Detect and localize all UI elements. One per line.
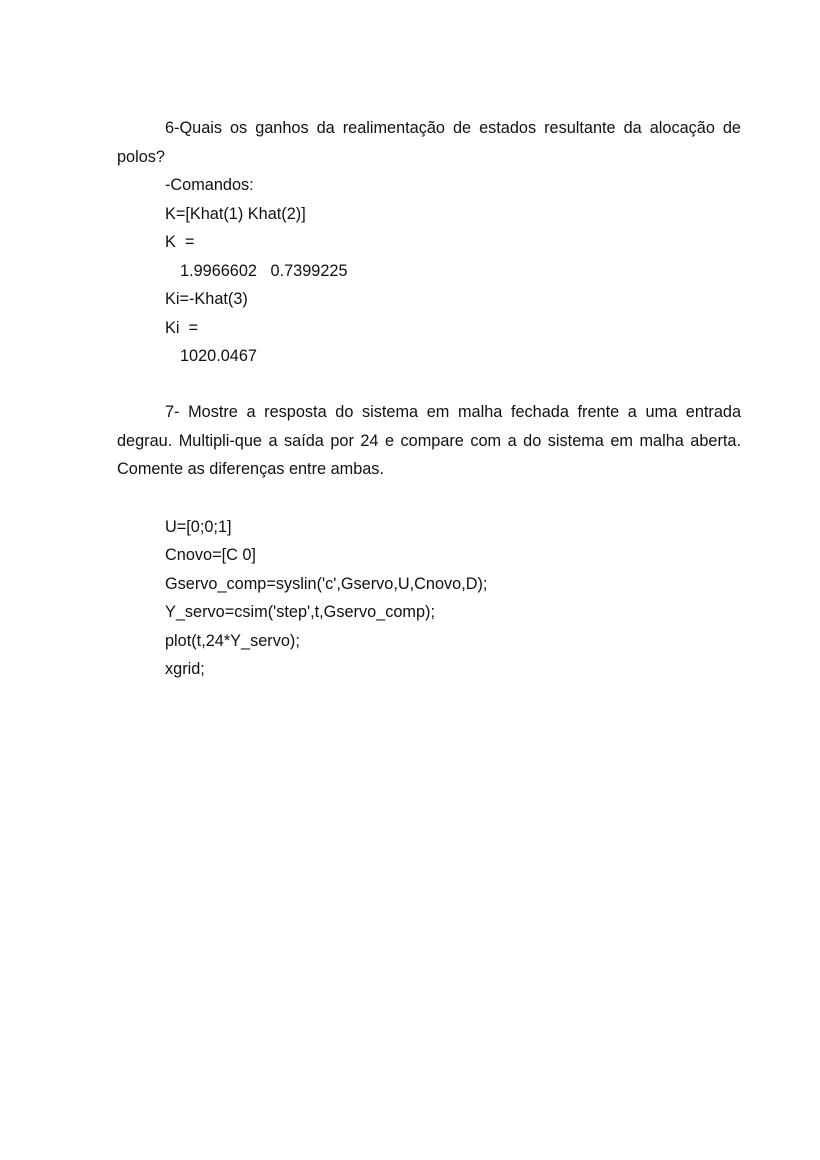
code-line: Y_servo=csim('step',t,Gservo_comp); bbox=[165, 603, 435, 621]
code-line: xgrid; bbox=[165, 660, 205, 678]
code-line-ki-assign: Ki=-Khat(3) bbox=[165, 290, 248, 308]
question-6-text: 6-Quais os ganhos da realimentação de estados resultante da alocação de polos? bbox=[117, 119, 741, 166]
commands-label: -Comandos: bbox=[165, 176, 254, 194]
output-k-values: 1.9966602 0.7399225 bbox=[180, 262, 348, 280]
output-ki-value: 1020.0467 bbox=[180, 347, 257, 365]
code-line: plot(t,24*Y_servo); bbox=[165, 632, 300, 650]
code-line: U=[0;0;1] bbox=[165, 518, 232, 536]
question-7-text: 7- Mostre a resposta do sistema em malha fechada frente a uma entrada degrau. Multipli-que a saída por 24 e compare com a do sistema em malha aberta. Comente as diferenças entre ambas. bbox=[117, 403, 741, 478]
output-line-k: K = bbox=[165, 233, 195, 251]
code-line: Cnovo=[C 0] bbox=[165, 546, 256, 564]
output-line-ki: Ki = bbox=[165, 319, 199, 337]
code-line: Gservo_comp=syslin('c',Gservo,U,Cnovo,D); bbox=[165, 575, 488, 593]
code-line-k-assign: K=[Khat(1) Khat(2)] bbox=[165, 205, 306, 223]
